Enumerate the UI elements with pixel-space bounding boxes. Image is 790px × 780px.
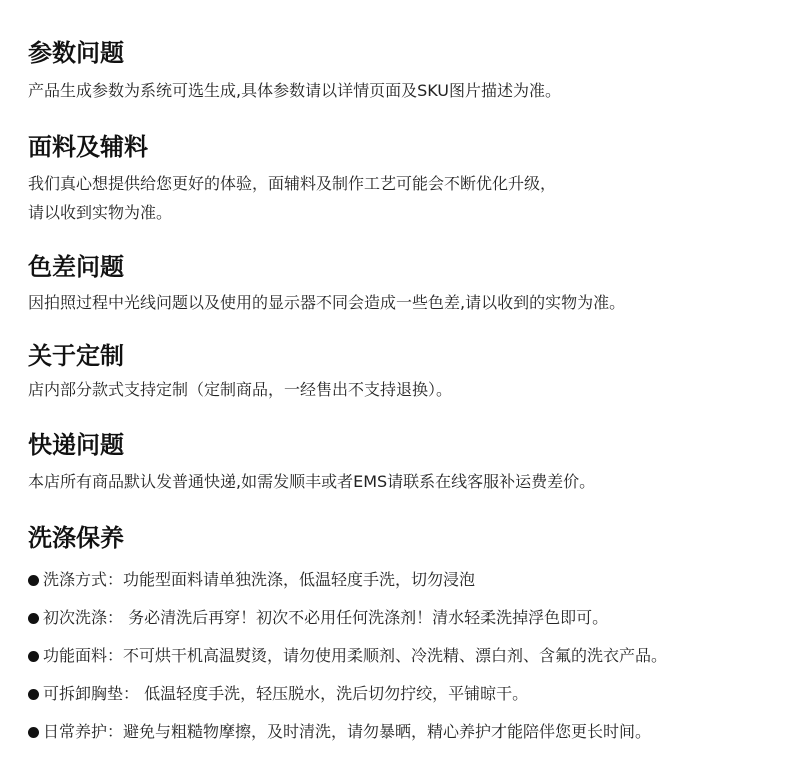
shipping-text: 本店所有商品默认发普通快递,如需发顺丰或者EMS请联系在线客服补运费差价。 <box>28 472 596 491</box>
custom-heading: 关于定制 <box>28 342 124 370</box>
care-item-text: 功能面料：不可烘干机高温熨烫，请勿使用柔顺剂、冷洗精、漂白剂、含氟的洗衣产品。 <box>43 646 668 665</box>
fabric-heading: 面料及辅料 <box>28 133 148 161</box>
care-item <box>28 607 608 629</box>
bullet-dot-icon <box>28 575 39 586</box>
care-heading: 洗涤保养 <box>28 524 124 552</box>
params-heading: 参数问题 <box>28 39 124 67</box>
care-item-text: 日常养护：避免与粗糙物摩擦，及时清洗，请勿暴晒，精心养护才能陪伴您更长时间。 <box>43 722 652 741</box>
shipping-heading: 快递问题 <box>28 431 124 459</box>
fabric-text-line-1: 我们真心想提供给您更好的体验，面辅料及制作工艺可能会不断优化升级， <box>28 174 557 193</box>
care-item-text: 初次洗涤： 务必清洗后再穿！初次不必用任何洗涤剂！清水轻柔洗掉浮色即可。 <box>43 608 609 627</box>
custom-text: 店内部分款式支持定制（定制商品，一经售出不支持退换）。 <box>28 380 453 399</box>
care-item <box>28 721 651 743</box>
bullet-dot-icon <box>28 613 39 624</box>
color-heading: 色差问题 <box>28 253 124 281</box>
fabric-text-line-2: 请以收到实物为准。 <box>28 203 173 222</box>
bullet-dot-icon <box>28 727 39 738</box>
color-text: 因拍照过程中光线问题以及使用的显示器不同会造成一些色差,请以收到的实物为准。 <box>28 293 626 312</box>
params-text: 产品生成参数为系统可选生成,具体参数请以详情页面及SKU图片描述为准。 <box>28 81 562 100</box>
care-item <box>28 569 475 591</box>
care-item <box>28 683 528 705</box>
care-item-text: 可拆卸胸垫： 低温轻度手洗，轻压脱水，洗后切勿拧绞，平铺晾干。 <box>43 684 529 703</box>
bullet-dot-icon <box>28 689 39 700</box>
care-item <box>28 645 667 667</box>
bullet-dot-icon <box>28 651 39 662</box>
care-item-text: 洗涤方式：功能型面料请单独洗涤，低温轻度手洗，切勿浸泡 <box>43 570 476 589</box>
